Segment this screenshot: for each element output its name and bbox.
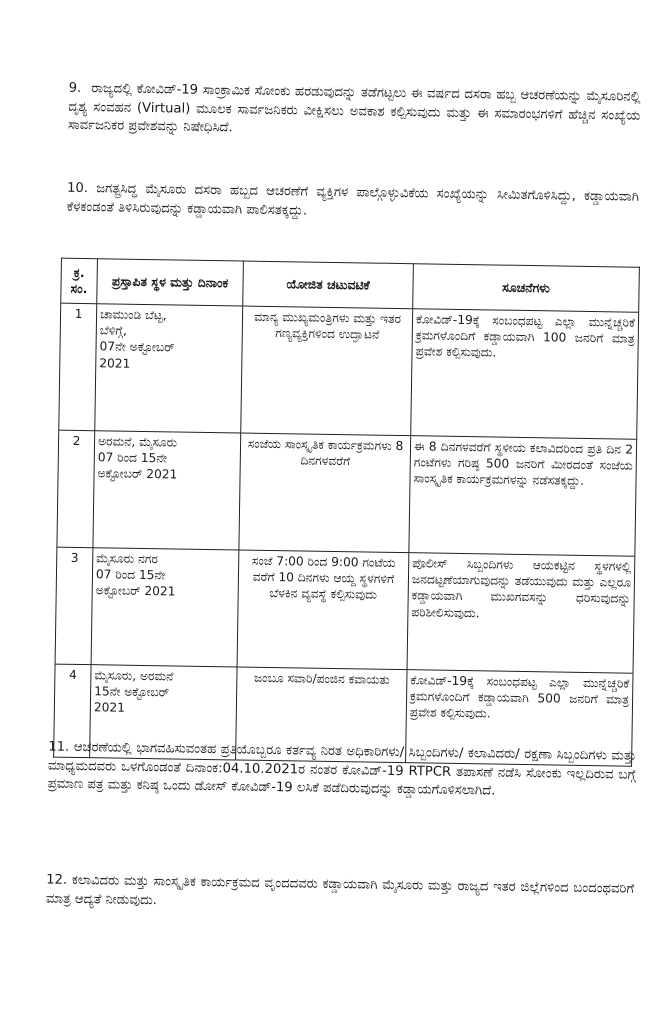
header-venue-date: ಪ್ರಸ್ತಾಪಿತ ಸ್ಥಳ ಮತ್ತು ದಿನಾಂಕ bbox=[97, 259, 244, 306]
serial-number-cell: 3 bbox=[55, 547, 93, 665]
paragraph-text: ಆಚರಣೆಯಲ್ಲಿ ಭಾಗವಹಿಸುವಂತಹ ಪ್ರತಿಯೊಬ್ಬರೂ ಕರ್ತವ್ಯ ನಿರತ ಅಧಿಕಾರಿಗಳು/ ಸಿಬ್ಬಂದಿಗಳು/ ಕಲಾವಿದರು/ ರಕ್ಷಣಾ ಸಿಬ್ಬಂದಿಗಳು ಮತ್ತು ಮಾಧ್ಯಮದವರು ಒಳಗೊಂಡಂತೆ ದಿನಾಂಕ:04.10.2021ರ ನಂತರ ಕೋವಿಡ್-19 RTPCR ತಪಾಸಣೆ ನಡೆಸಿ ಸೋಂಕು ಇಲ್ಲದಿರುವ ಬಗ್ಗೆ ಪ್ರಮಾಣ ಪತ್ರ ಮತ್ತು ಕನಿಷ್ಠ ಒಂದು ಡೋಸ್ ಕೋವಿಡ್-19 ಲಸಿಕೆ ಪಡೆದಿರುವುದನ್ನು ಕಡ್ಡಾಯಗೊಳಿಸಲಾಗಿದೆ. bbox=[47, 739, 637, 799]
table-row bbox=[55, 547, 635, 673]
paragraph-text: ಕಲಾವಿದರು ಮತ್ತು ಸಾಂಸ್ಕೃತಿಕ ಕಾರ್ಯಕ್ರಮದ ವೃಂದದವರು ಕಡ್ಡಾಯವಾಗಿ ಮೈಸೂರು ಮತ್ತು ರಾಜ್ಯದ ಇತರ ಜಿಲ್ಲೆಗಳಿಂದ ಬಂದಂಥವರಿಗೆ ಮಾತ್ರ ಆದ್ಯತೆ ನೀಡುವುದು. bbox=[45, 872, 635, 908]
suggestion-cell: ಈ 8 ದಿನಗಳವರೆಗೆ ಸ್ಥಳೀಯ ಕಲಾವಿದರಿಂದ ಪ್ರತಿ ದಿನ 2 ಗಂಟೆಗಳು ಗರಿಷ್ಠ 500 ಜನರಿಗೆ ಮೀರದಂತೆ ಸಂಜೆಯ ಸಾಂಸ್ಕೃತಿಕ ಕಾರ್ಯಕ್ರಮಗಳನ್ನು ನಡೆಸತಕ್ಕದ್ದು. bbox=[409, 436, 637, 557]
venue-line: ಮೈಸೂರು, ಅರಮನೆ bbox=[94, 668, 174, 684]
paragraph-text: ರಾಜ್ಯದಲ್ಲಿ ಕೋವಿಡ್-19 ಸಾಂಕ್ರಾಮಿಕ ಸೋಂಕು ಹರಡುವುದನ್ನು ತಡೆಗಟ್ಟಲು ಈ ವರ್ಷದ ದಸರಾ ಹಬ್ಬ ಆಚರಣೆಯನ್ನು ಮೈಸೂರಿನಲ್ಲಿ ದೃಶ್ಯ ಸಂವಹನ (Virtual) ಮೂಲಕ ಸಾರ್ವಜನಿಕರು ವೀಕ್ಷಿಸಲು ಅವಕಾಶ ಕಲ್ಪಿಸುವುದು ಮತ್ತು ಈ ಸಮಾರಂಭಗಳಿಗೆ ಹೆಚ್ಚಿನ ಸಂಖ್ಯೆಯ ಸಾರ್ವಜನಿಕರ ಪ್ರವೇಶವನ್ನು ನಿಷೇಧಿಸಿದೆ. bbox=[67, 81, 641, 136]
paragraph-number: 11. bbox=[48, 739, 70, 755]
venue-date-cell bbox=[95, 304, 243, 433]
header-serial-number: ಕ್ರ. ಸಂ. bbox=[61, 258, 98, 304]
serial-number-cell: 4 bbox=[54, 664, 91, 758]
paragraph-12 bbox=[46, 872, 635, 918]
paragraph-number: 9. bbox=[68, 80, 82, 96]
table-row bbox=[57, 430, 637, 556]
venue-line: ಮೈಸೂರು ನಗರ bbox=[96, 551, 158, 567]
paragraph-11 bbox=[48, 739, 637, 804]
activity-cell: ಸಂಜೆಯ ಸಾಂಸ್ಕೃತಿಕ ಕಾರ್ಯಕ್ರಮಗಳು 8 ದಿನಗಳವರೆಗೆ bbox=[239, 433, 411, 553]
suggestion-cell: ಪೊಲೀಸ್ ಸಿಬ್ಬಂದಿಗಳು ಆಯಕಟ್ಟಿನ ಸ್ಥಳಗಳಲ್ಲಿ ಜನದಟ್ಟಣೆಯಾಗುವುದನ್ನು ತಡೆಯುವುದು ಮತ್ತು ಎಲ್ಲರೂ ಕಡ್ಡಾಯವಾಗಿ ಮುಖಗವಸನ್ನು ಧರಿಸುವುದನ್ನು ಪರಿಶೀಲಿಸುವುದು. bbox=[407, 553, 635, 674]
paragraph-text: ಜಗತ್ಪ್ರಸಿದ್ಧ ಮೈಸೂರು ದಸರಾ ಹಬ್ಬದ ಆಚರಣೆಗೆ ವ್ಯಕ್ತಿಗಳ ಪಾಲ್ಗೊಳ್ಳುವಿಕೆಯ ಸಂಖ್ಯೆಯನ್ನು ಸೀಮಿತಗೊಳಿಸಿದ್ದು, ಕಡ್ಡಾಯವಾಗಿ ಕೆಳಕಂಡಂತೆ ತಿಳಿಸಿರುವುದನ್ನು ಕಡ್ಡಾಯವಾಗಿ ಪಾಲಿಸತಕ್ಕದ್ದು. bbox=[66, 181, 640, 219]
activity-cell: ಸಂಜೆ 7:00 ರಿಂದ 9:00 ಗಂಟೆಯ ವರೆಗೆ 10 ದಿನಗಳು ಆಯ್ದ ಸ್ಥಳಗಳಿಗೆ ಬೆಳಕಿನ ವ್ಯವಸ್ಥೆ ಕಲ್ಪಿಸುವುದು bbox=[237, 550, 409, 670]
activity-cell: ಜಂಬೂ ಸವಾರಿ/ಪಂಜಿನ ಕವಾಯತು bbox=[236, 667, 407, 763]
venue-line: ಅರಮನೆ, ಮೈಸೂರು bbox=[97, 434, 178, 450]
venue-line: 2021 bbox=[93, 700, 126, 716]
venue-line: ಚಾಮುಂಡಿ ಬೆಟ್ಟ, bbox=[99, 307, 167, 323]
venue-line: 15ನೇ ಅಕ್ಟೋಬರ್ bbox=[94, 684, 170, 700]
header-planned-activity: ಯೋಜಿತ ಚಟುವಟಿಕೆ bbox=[243, 261, 414, 309]
venue-line: 07 ರಿಂದ 15ನೇ bbox=[97, 450, 168, 466]
paragraph-9 bbox=[68, 80, 641, 144]
suggestion-cell: ಕೋವಿಡ್-19ಕ್ಕೆ ಸಂಬಂಧಪಟ್ಟ ಎಲ್ಲಾ ಮುನ್ನೆಚ್ಚರಿಕೆ ಕ್ರಮಗಳೊಂದಿಗೆ ಕಡ್ಡಾಯವಾಗಿ 500 ಜನರಿಗೆ ಮಾತ್ರ ಪ್ರವೇಶ ಕಲ್ಪಿಸುವುದು. bbox=[406, 670, 633, 767]
venue-date-cell bbox=[93, 431, 241, 550]
venue-line: 2021 bbox=[99, 355, 131, 371]
serial-number-cell: 1 bbox=[59, 303, 97, 431]
paragraph-number: 12. bbox=[46, 872, 68, 888]
serial-number-cell: 2 bbox=[57, 430, 95, 548]
venue-line: 07ನೇ ಅಕ್ಟೋಬರ್ bbox=[99, 339, 175, 355]
paragraph-10 bbox=[67, 180, 640, 226]
activity-cell: ಮಾನ್ಯ ಮುಖ್ಯಮಂತ್ರಿಗಳು ಮತ್ತು ಇತರ ಗಣ್ಯವ್ಯಕ್ತಿಗಳಿಂದ ಉದ್ಘಾಟನೆ bbox=[241, 306, 413, 436]
venue-line: ಬೆಳಿಗ್ಗೆ, bbox=[99, 323, 128, 338]
event-schedule-table bbox=[53, 258, 640, 767]
table-row bbox=[59, 303, 639, 439]
venue-line: 07 ರಿಂದ 15ನೇ bbox=[95, 567, 166, 583]
paragraph-number: 10. bbox=[66, 180, 89, 197]
header-suggestions: ಸೂಚನೆಗಳು bbox=[413, 264, 640, 313]
suggestion-cell: ಕೋವಿಡ್-19ಕ್ಕೆ ಸಂಬಂಧಪಟ್ಟ ಎಲ್ಲಾ ಮುನ್ನೆಚ್ಚರಿಕೆ ಕ್ರಮಗಳೊಂದಿಗೆ ಕಡ್ಡಾಯವಾಗಿ 100 ಜನರಿಗೆ ಮಾತ್ರ ಪ್ರವೇಶ ಕಲ್ಪಿಸುವುದು. bbox=[411, 309, 639, 440]
venue-date-cell bbox=[91, 548, 239, 667]
venue-line: ಅಕ್ಟೋಬರ್ 2021 bbox=[97, 466, 178, 482]
venue-line: ಅಕ್ಟೋಬರ್ 2021 bbox=[95, 583, 176, 599]
